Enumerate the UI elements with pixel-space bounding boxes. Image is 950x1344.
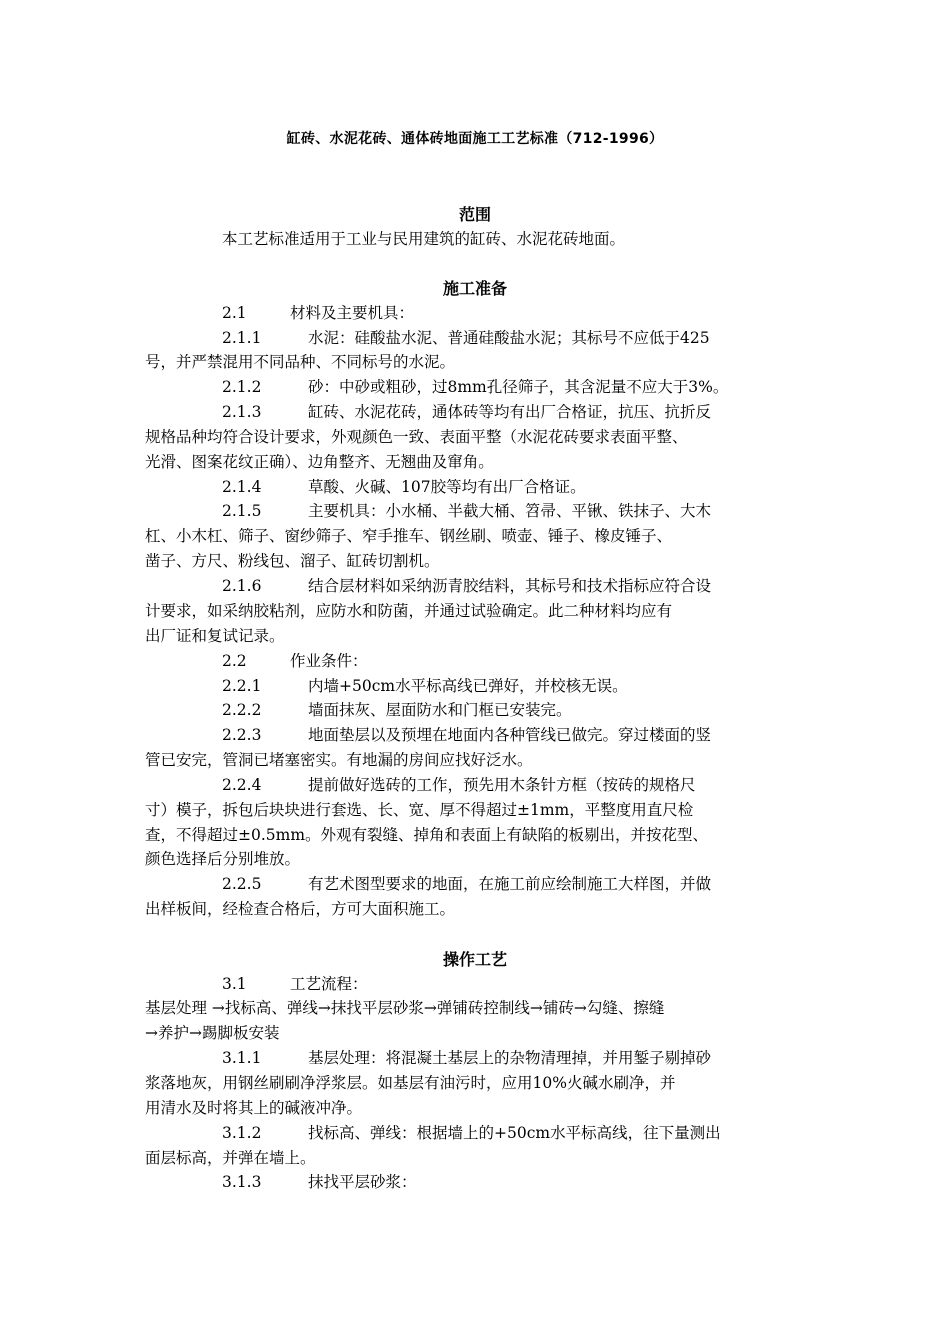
paragraph-line: 凿子、方尺、粉线包、溜子、缸砖切割机。 bbox=[145, 552, 440, 570]
clause-number: 3.1.3 bbox=[222, 1173, 262, 1191]
clause-2-1-3 bbox=[222, 400, 822, 424]
clause-2-2 bbox=[222, 649, 822, 673]
clause-3-1-2 bbox=[222, 1121, 822, 1145]
section-heading-preparation: 施工准备 bbox=[442, 279, 507, 298]
paragraph-line: 寸）模子，拆包后块块进行套选、长、宽、厚不得超过±1mm，平整度用直尺检 bbox=[145, 801, 694, 819]
paragraph-line: 管已安完，管洞已堵塞密实。有地漏的房间应找好泛水。 bbox=[145, 751, 533, 769]
paragraph-line: 本工艺标准适用于工业与民用建筑的缸砖、水泥花砖地面。 bbox=[222, 230, 626, 248]
paragraph-line: 号，并严禁混用不同品种、不同标号的水泥。 bbox=[145, 353, 456, 371]
process-flow-line: 基层处理 →找标高、弹线→抹找平层砂浆→弹铺砖控制线→铺砖→勾缝、擦缝 bbox=[145, 999, 665, 1017]
paragraph-line: 杠、小木杠、筛子、窗纱筛子、窄手推车、钢丝刷、喷壶、锤子、橡皮锤子、 bbox=[145, 527, 673, 545]
clause-number: 2.2.3 bbox=[222, 726, 262, 744]
clause-text: 材料及主要机具： bbox=[290, 304, 415, 322]
clause-number: 3.1.1 bbox=[222, 1049, 262, 1067]
clause-2-1-1 bbox=[222, 326, 822, 350]
section-heading-operation: 操作工艺 bbox=[442, 950, 507, 969]
clause-text: 结合层材料如采纳沥青胶结料，其标号和技术指标应符合设 bbox=[308, 577, 712, 595]
clause-text: 抹找平层砂浆： bbox=[308, 1173, 417, 1191]
paragraph-line: 光滑、图案花纹正确）、边角整齐、无翘曲及窜角。 bbox=[145, 453, 494, 471]
clause-text: 基层处理：将混凝土基层上的杂物清理掉，并用錾子剔掉砂 bbox=[308, 1049, 712, 1067]
clause-text: 作业条件： bbox=[290, 652, 368, 670]
clause-number: 2.1.2 bbox=[222, 378, 262, 396]
clause-3-1-3 bbox=[222, 1170, 822, 1194]
clause-text: 草酸、火碱、107胶等均有出厂合格证。 bbox=[308, 478, 586, 496]
clause-number: 2.2.5 bbox=[222, 875, 262, 893]
clause-text: 有艺术图型要求的地面，在施工前应绘制施工大样图，并做 bbox=[308, 875, 712, 893]
clause-text: 主要机具：小水桶、半截大桶、笤帚、平锹、铁抹子、大木 bbox=[308, 502, 712, 520]
clause-2-1 bbox=[222, 301, 822, 325]
clause-number: 2.1.3 bbox=[222, 403, 262, 421]
clause-number: 2.1.6 bbox=[222, 577, 262, 595]
paragraph-line: 面层标高，并弹在墙上。 bbox=[145, 1149, 316, 1167]
clause-number: 2.2.2 bbox=[222, 701, 262, 719]
clause-text: 提前做好选砖的工作，预先用木条针方框（按砖的规格尺 bbox=[308, 776, 696, 794]
document-title: 缸砖、水泥花砖、通体砖地面施工工艺标准（712-1996） bbox=[286, 131, 664, 147]
clause-number: 2.2.4 bbox=[222, 776, 262, 794]
paragraph-line: 规格品种均符合设计要求，外观颜色一致、表面平整（水泥花砖要求表面平整、 bbox=[145, 428, 688, 446]
paragraph-line: 浆落地灰，用钢丝刷刷净浮浆层。如基层有油污时，应用10%火碱水刷净，并 bbox=[145, 1074, 676, 1092]
clause-2-2-5 bbox=[222, 872, 822, 896]
paragraph-line: 用清水及时将其上的碱液冲净。 bbox=[145, 1099, 363, 1117]
paragraph-line: 出样板间，经检查合格后，方可大面积施工。 bbox=[145, 900, 456, 918]
clause-2-1-2 bbox=[222, 375, 822, 399]
clause-3-1 bbox=[222, 972, 822, 996]
clause-number: 3.1.2 bbox=[222, 1124, 262, 1142]
clause-number: 2.2.1 bbox=[222, 677, 262, 695]
clause-2-1-5 bbox=[222, 499, 822, 523]
clause-number: 2.1.4 bbox=[222, 478, 262, 496]
clause-2-2-2 bbox=[222, 698, 822, 722]
clause-3-1-1 bbox=[222, 1046, 822, 1070]
section-heading-scope: 范围 bbox=[458, 205, 491, 224]
clause-text: 缸砖、水泥花砖，通体砖等均有出厂合格证，抗压、抗折反 bbox=[308, 403, 712, 421]
clause-2-2-1 bbox=[222, 674, 822, 698]
clause-text: 砂：中砂或粗砂，过8mm孔径筛子，其含泥量不应大于3%。 bbox=[308, 378, 729, 396]
clause-text: 内墙+50cm水平标高线已弹好，并校核无误。 bbox=[308, 677, 628, 695]
clause-2-2-3 bbox=[222, 723, 822, 747]
paragraph-line: 出厂证和复试记录。 bbox=[145, 627, 285, 645]
clause-number: 2.1 bbox=[222, 304, 247, 322]
clause-2-2-4 bbox=[222, 773, 822, 797]
clause-text: 工艺流程： bbox=[290, 975, 368, 993]
paragraph-line: 查，不得超过±0.5mm。外观有裂缝、掉角和表面上有缺陷的板剔出，并按花型、 bbox=[145, 826, 709, 844]
clause-2-1-6 bbox=[222, 574, 822, 598]
clause-number: 2.2 bbox=[222, 652, 247, 670]
clause-text: 水泥：硅酸盐水泥、普通硅酸盐水泥；其标号不应低于425 bbox=[308, 329, 710, 347]
process-flow-line: →养护→踢脚板安装 bbox=[145, 1024, 280, 1042]
clause-2-1-4 bbox=[222, 475, 822, 499]
paragraph-line: 颜色选择后分别堆放。 bbox=[145, 850, 301, 868]
clause-number: 2.1.1 bbox=[222, 329, 262, 347]
clause-text: 地面垫层以及预埋在地面内各种管线已做完。穿过楼面的竖 bbox=[308, 726, 712, 744]
clause-text: 墙面抹灰、屋面防水和门框已安装完。 bbox=[308, 701, 572, 719]
clause-number: 2.1.5 bbox=[222, 502, 262, 520]
clause-text: 找标高、弹线：根据墙上的+50cm水平标高线，往下量测出 bbox=[308, 1124, 721, 1142]
clause-number: 3.1 bbox=[222, 975, 247, 993]
paragraph-line: 计要求，如采纳胶粘剂，应防水和防菌，并通过试验确定。此二种材料均应有 bbox=[145, 602, 673, 620]
